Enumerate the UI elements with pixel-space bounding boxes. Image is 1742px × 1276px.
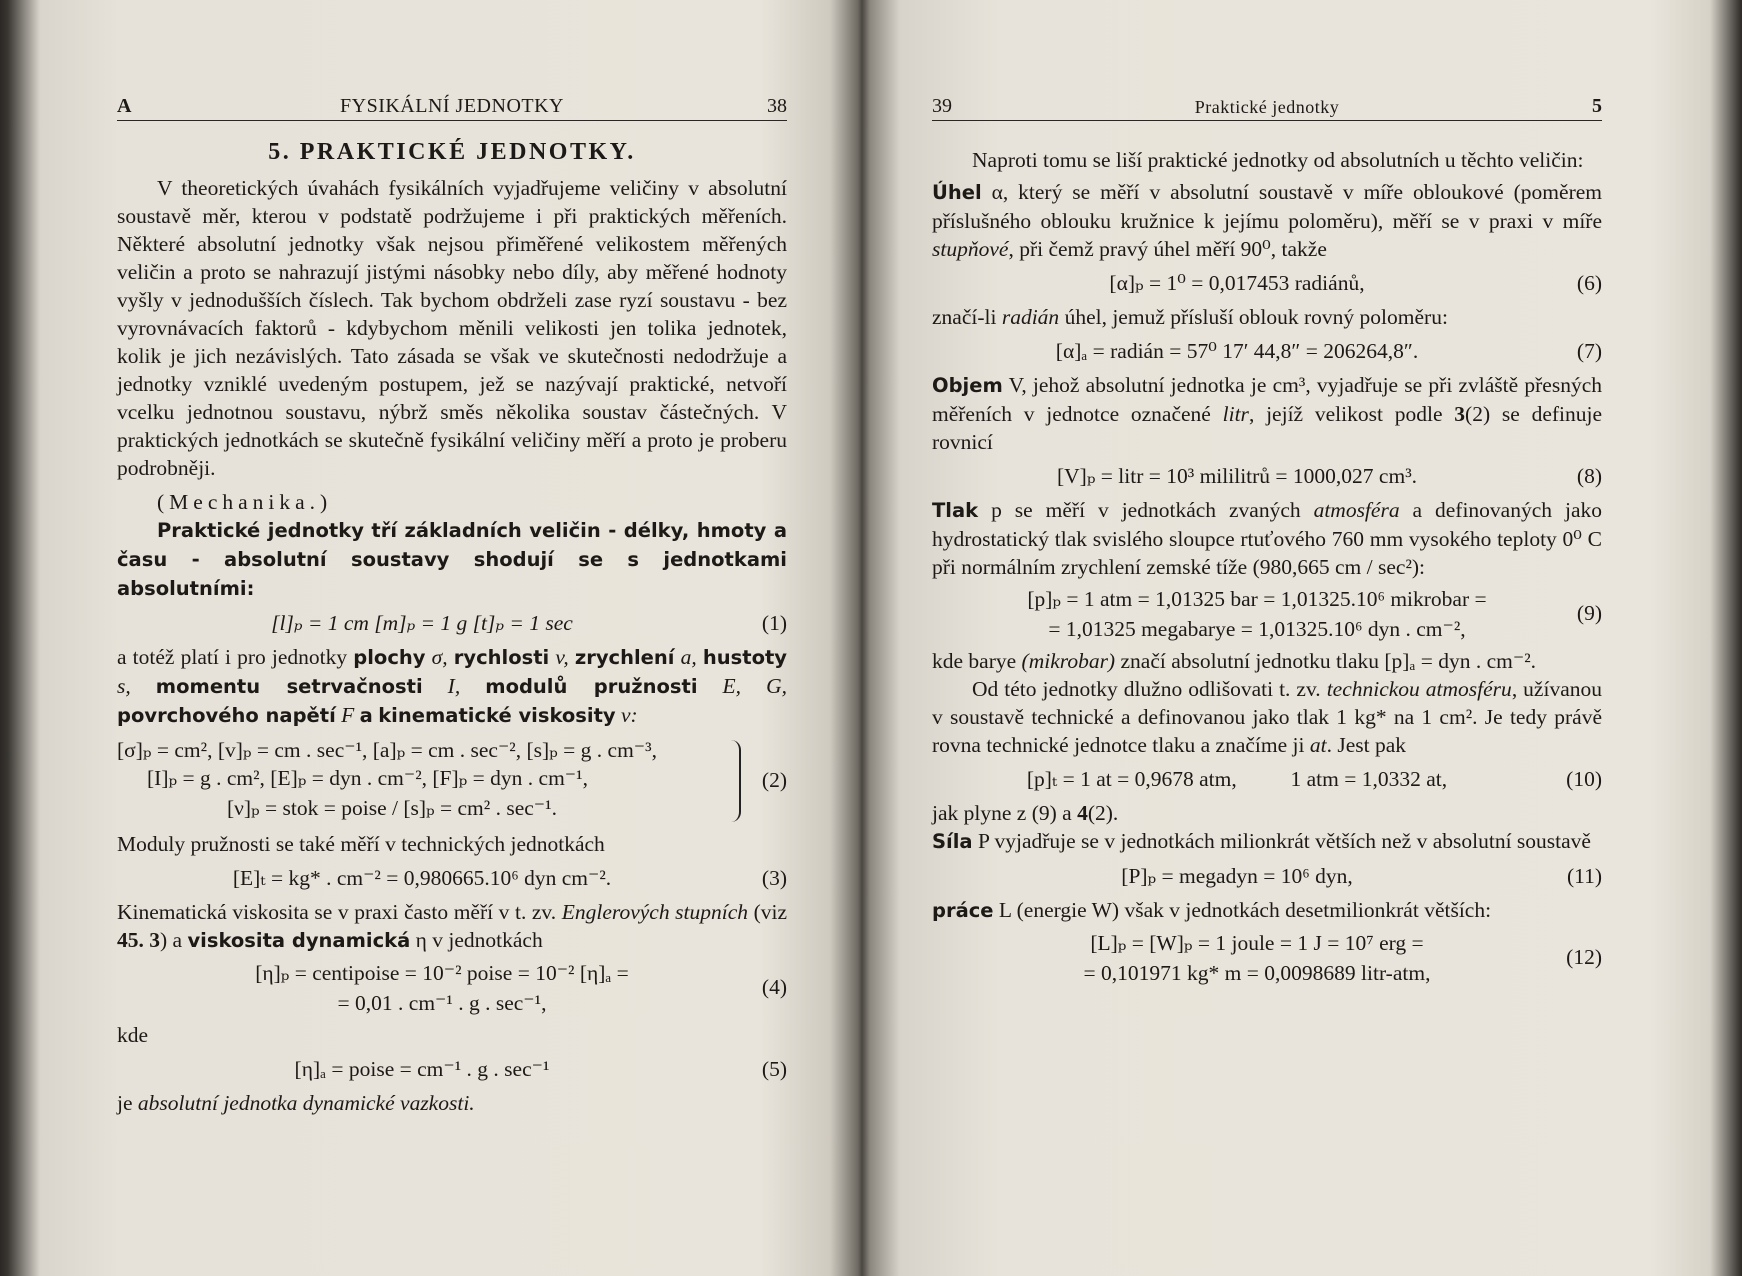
equation-text: [l]ₚ = 1 cm [m]ₚ = 1 g [t]ₚ = 1 sec [271,611,573,635]
equation-number: (5) [761,1057,787,1081]
equation-row: [ν]ₚ = stok = poise / [s]ₚ = cm² . sec⁻¹. [227,796,557,820]
equation-number: (9) [1576,601,1602,625]
equation-number: (4) [761,975,787,999]
equation-5 [117,1049,787,1089]
paragraph-objem: Objem V, jehož absolutní jednotka je cm³, vyjadřuje se při zvláště přesných měřeních v jednotce označené litr, jejíž velikost podle 3(2) se definuje rovnicí [932,373,1603,454]
equation-8 [932,456,1602,496]
equation-2 [117,730,787,830]
paragraph-bold: Praktické jednotky tří základních veličin - délky, hmoty a času - absolutní soustavy shodují se s jednotkami absolutními: [117,519,787,600]
equation-text: [p]ₜ = 1 at = 0,9678 atm, 1 atm = 1,0332 at, [1026,767,1448,791]
equation-row: [I]ₚ = g . cm², [E]ₚ = dyn . cm⁻², [F]ₚ = dyn . cm⁻¹, [147,766,588,790]
left-page-header [117,90,787,121]
brace [729,740,741,822]
equation-9 [932,581,1602,647]
equation-11 [932,856,1602,896]
equation-10 [932,759,1602,799]
paragraph-prace: práce L (energie W) však v jednotkách desetmilionkrát větších: [932,898,1492,922]
equation-number: (2) [761,768,787,792]
paragraph-moduly: Moduly pružnosti se také měří v technických jednotkách [117,832,605,856]
equation-number: (11) [1566,864,1602,888]
equation-text: [α]ₐ = radián = 57⁰ 17′ 44,8″ = 206264,8″. [1055,339,1419,363]
equation-number: (12) [1566,945,1602,969]
equation-number: (7) [1576,339,1602,363]
page-number: 39 [932,95,952,117]
paragraph-uhel: Úhel α, který se měří v absolutní soustavě v míře obloukové (poměrem příslušného oblouku kružnice k jejímu poloměru), měří se v praxi v míře stupňové, při čemž pravý úhel měří 90⁰, takže [932,180,1602,261]
equation-number: (8) [1576,464,1602,488]
header-title: Praktické jednotky [1194,97,1340,117]
header-letter: A [117,95,132,117]
left-page-body [117,138,787,1117]
equation-row: [σ]ₚ = cm², [v]ₚ = cm . sec⁻¹, [a]ₚ = cm . sec⁻², [s]ₚ = g . cm⁻³, [117,738,657,762]
kde-label: kde [117,1023,149,1047]
paragraph-kinematicka: Kinematická viskosita se v praxi často měří v t. zv. Englerových stupních (viz 45. 3) a viskosita dynamická η v jednotkách [117,900,788,952]
equation-12 [932,925,1602,991]
equation-row: = 0,01 . cm⁻¹ . g . sec⁻¹, [337,991,547,1015]
equation-text: [P]ₚ = megadyn = 10⁶ dyn, [1121,864,1353,888]
equation-number: (10) [1566,767,1602,791]
header-section-number: 5 [1592,95,1602,117]
equation-7 [932,331,1602,371]
equation-4 [117,955,787,1021]
paragraph-technicka: Od této jednotky dlužno odlišovati t. zv. technickou atmosféru, užívanou v soustavě technické a definovanou jako tlak 1 kg* na 1 cm². Je tedy právě rovna technické jednotce tlaku a značíme ji at. Jest pak [932,677,1602,757]
equation-number: (3) [761,866,787,890]
paragraph-sila: Síla P vyjadřuje se v jednotkách milionkrát větších než v absolutní soustavě [932,829,1591,853]
right-page [932,0,1602,1276]
equation-row: [η]ₚ = centipoise = 10⁻² poise = 10⁻² [η]ₐ = [255,961,629,985]
equation-row: = 1,01325 megabarye = 1,01325.10⁶ dyn . cm⁻², [1048,617,1466,641]
paragraph-naproti: Naproti tomu se liší praktické jednotky od absolutních u těchto veličin: [972,148,1584,172]
equation-row: [p]ₚ = 1 atm = 1,01325 bar = 1,01325.10⁶ mikrobar = [1027,587,1487,611]
paragraph-barye: kde barye (mikrobar) značí absolutní jednotku tlaku [p]ₐ = dyn . cm⁻². [932,649,1537,673]
section-title: 5. PRAKTICKÉ JEDNOTKY. [268,139,636,165]
equation-number: (1) [761,611,787,635]
page-number: 38 [767,95,787,117]
mechanika-label: (Mechanika.) [157,490,333,514]
paragraph-units: a totéž platí i pro jednotky plochy σ, rychlosti v, zrychlení a, hustoty s, momentu setrvačnosti I, modulů pružnosti E, G, povrchového napětí F a kinematické viskosity ν: [117,645,788,727]
equation-number: (6) [1576,271,1602,295]
equation-row: [L]ₚ = [W]ₚ = 1 joule = 1 J = 10⁷ erg = [1090,931,1424,955]
header-title: FYSIKÁLNÍ JEDNOTKY [340,95,564,117]
left-page [117,0,787,1276]
right-page-body [932,146,1602,991]
equation-text: [E]ₜ = kg* . cm⁻² = 0,980665.10⁶ dyn cm⁻². [232,866,612,890]
equation-6 [932,263,1602,303]
right-page-header [932,90,1602,121]
paragraph-dynamicka: je absolutní jednotka dynamické vazkosti. [117,1091,475,1115]
paragraph-intro: V theoretických úvahách fysikálních vyjadřujeme veličiny v absolutní soustavě měr, kterou v podstatě podržujeme i při praktických měřeních. Některé absolutní jednotky však nejsou přiměřené velikostem měřených veličin a proto se nahrazují jistými násobky nebo díly, aby měřené hodnoty vyšly v jednodušších číslech. Tak bychom obdrželi zase ryzí soustavu - bez vyrovnávacích faktorů - kdybychom měnili velikosti jen tolika jednotek, kolik je jich nezávislých. Tato zásada se však ve skutečnosti nedodržuje a jednotky vzniklé uvedeným postupem, jež se nazývají praktické, netvoří vcelku jednotnou soustavu, nýbrž směs několika soustav částečných. V praktických jednotkách se skutečně fysikální veličiny měří a proto je proberu podrobněji. [117,176,787,480]
paragraph-tlak: Tlak p se měří v jednotkách zvaných atmosféra a definovaných jako hydrostatický tlak svislého sloupce rtuťového 760 mm vysokého teploty 0⁰ C při normálním zrychlení zemské tíže (980,665 cm / sec²): [932,498,1602,579]
equation-1 [117,603,787,643]
equation-row: = 0,101971 kg* m = 0,0098689 litr-atm, [1083,961,1431,985]
paragraph-jak-plyne: jak plyne z (9) a 4(2). [932,801,1119,825]
equation-text: [α]ₚ = 1⁰ = 0,017453 radiánů, [1109,271,1365,295]
equation-text: [η]ₐ = poise = cm⁻¹ . g . sec⁻¹ [294,1057,550,1081]
paragraph-radian: značí-li radián úhel, jemuž přísluší oblouk rovný poloměru: [932,305,1448,329]
equation-3 [117,858,787,898]
equation-text: [V]ₚ = litr = 10³ mililitrů = 1000,027 cm³. [1056,464,1418,488]
